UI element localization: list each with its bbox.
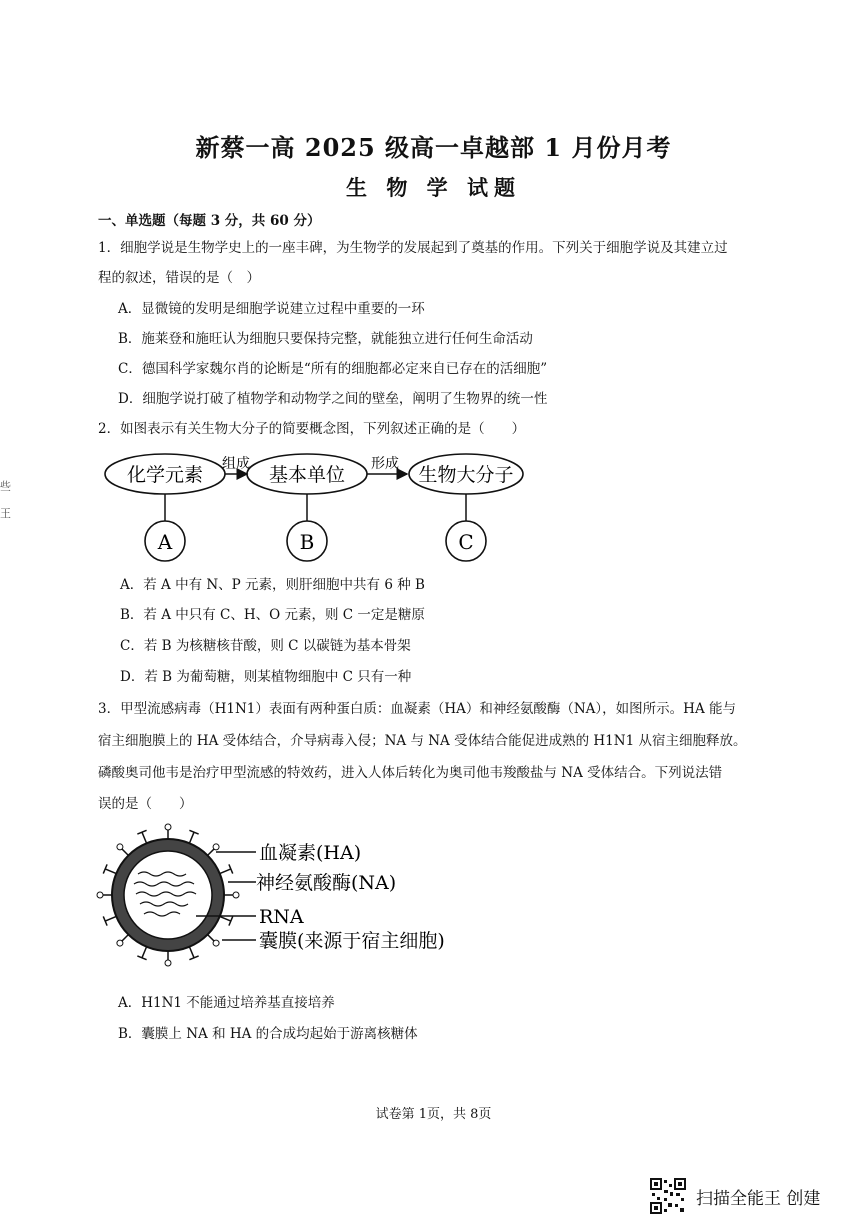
scanner-brand [650,1178,850,1218]
arrow-compose-label: 组成 [222,456,250,472]
page-footer: 试卷第 1页，共 8页 [375,1107,492,1122]
q1-stem-line1: 1．细胞学说是生物学史上的一座丰碑，为生物学的发展起到了奠基的作用。下列关于细胞学说及其建立过 [98,240,728,256]
q2-option-a: A．若 A 中有 N、P 元素，则肝细胞中共有 6 种 B [120,577,425,593]
page-title: 新蔡一高 2025 级高一卓越部 1 月份月考 [195,133,672,162]
virus-figure [96,822,476,972]
q2-option-b: B．若 A 中只有 C、H、O 元素，则 C 一定是糖原 [120,607,425,623]
na-spike-head [165,960,171,966]
label-rna: RNA [259,906,304,928]
q1-stem-line2: 程的叙述，错误的是（ ） [98,270,260,286]
scanner-brand-text: 扫描全能王 创建 [696,1189,821,1209]
virus-spike [105,869,116,874]
section-heading: 一、单选题（每题 3 分，共 60 分） [98,213,321,229]
q3-option-b: B．囊膜上 NA 和 HA 的合成均起始于游离核糖体 [118,1026,418,1042]
q1-option-b: B．施莱登和施旺认为细胞只要保持完整，就能独立进行任何生命活动 [118,331,533,347]
page-subtitle: 生 物 学 试题 [346,175,521,200]
circle-c-label: C [458,530,474,554]
edge-mark-1: 些 [0,480,11,493]
node-elements-label: 化学元素 [126,464,204,486]
qr-code-icon [650,1178,686,1214]
na-spike-head [165,824,171,830]
virus-spike [220,869,231,874]
q3-option-a: A．H1N1 不能通过培养基直接培养 [118,995,335,1011]
virus-spike [142,947,147,958]
q3-stem-line1: 3．甲型流感病毒（H1N1）表面有两种蛋白质：血凝素（HA）和神经氨酸酶（NA），如图所示。HA 能与 [98,701,736,717]
q2-stem: 2．如图表示有关生物大分子的简要概念图，下列叙述正确的是（ ） [98,421,526,437]
virus-spike [105,916,116,921]
virus-spike [189,832,194,843]
virus-spike [142,832,147,843]
label-na: 神经氨酸酶(NA) [256,872,397,894]
q1-option-c: C．德国科学家魏尔肖的论断是“所有的细胞都必定来自已存在的活细胞” [118,361,548,377]
virus-spike [220,916,231,921]
virus-core [124,851,212,939]
circle-a-label: A [157,530,173,554]
label-envelope: 囊膜(来源于宿主细胞) [259,930,445,952]
q3-stem-line4: 误的是（ ） [98,796,193,812]
concept-map-diagram [95,448,545,564]
arrow-form-label: 形成 [371,456,399,472]
na-spike-head [97,892,103,898]
q2-option-c: C．若 B 为核糖核苷酸，则 C 以碳链为基本骨架 [120,638,411,654]
q1-option-a: A．显微镜的发明是细胞学说建立过程中重要的一环 [118,301,425,317]
virus-spike [189,947,194,958]
na-spike-head [213,844,219,850]
q1-option-d: D．细胞学说打破了植物学和动物学之间的壁垒，阐明了生物界的统一性 [118,391,548,407]
q3-stem-line2: 宿主细胞膜上的 HA 受体结合，介导病毒入侵；NA 与 NA 受体结合能促进成熟的 H1N1 从宿主细胞释放。 [98,733,747,749]
q3-stem-line3: 磷酸奥司他韦是治疗甲型流感的特效药，进入人体后转化为奥司他韦羧酸盐与 NA 受体结合。下列说法错 [98,765,723,781]
node-macromolecule-label: 生物大分子 [418,464,514,486]
circle-b-label: B [299,530,315,554]
na-spike-head [233,892,239,898]
edge-mark-2: 王 [0,507,11,520]
na-spike-head [117,844,123,850]
na-spike-head [117,940,123,946]
label-ha: 血凝素(HA) [259,842,362,864]
node-units-label: 基本单位 [268,464,346,486]
q2-option-d: D．若 B 为葡萄糖，则某植物细胞中 C 只有一种 [120,669,412,685]
na-spike-head [213,940,219,946]
